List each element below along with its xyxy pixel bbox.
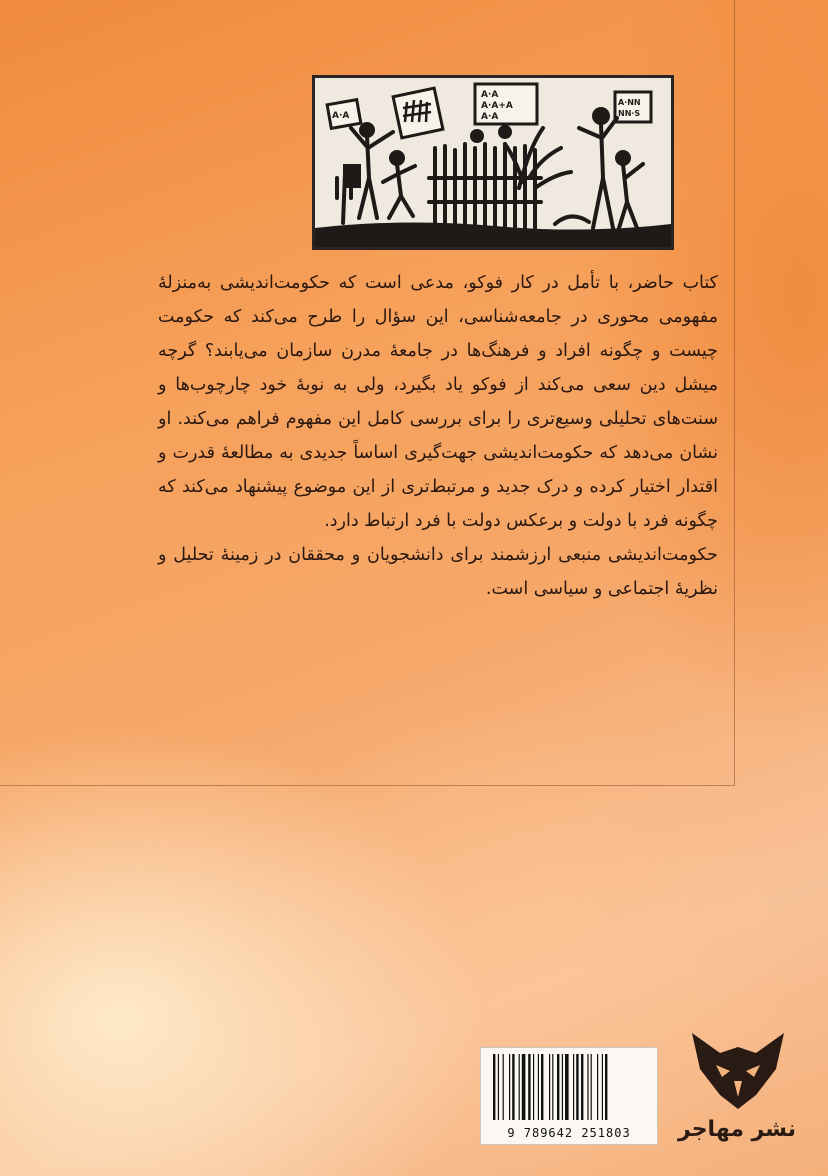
barcode-bar — [549, 1054, 550, 1120]
barcode-bar — [581, 1054, 583, 1120]
barcode-bar — [498, 1054, 499, 1120]
barcode-bar — [541, 1054, 543, 1120]
isbn-number: 9 789642 251803 — [507, 1126, 631, 1140]
barcode-bar — [503, 1054, 504, 1120]
bird-mask-icon — [672, 1025, 802, 1115]
barcode-bars — [491, 1054, 647, 1120]
barcode-bar — [522, 1054, 526, 1120]
barcode-bar — [576, 1054, 578, 1120]
barcode-bar — [533, 1054, 534, 1120]
barcode-bar — [528, 1054, 530, 1120]
barcode-bar — [605, 1054, 607, 1120]
barcode-bar — [512, 1054, 514, 1120]
barcode-bar — [597, 1054, 598, 1120]
cover-illustration — [312, 75, 674, 250]
publisher-logo — [672, 1025, 802, 1150]
sign-text-4: A·A — [481, 112, 499, 122]
blurb-paragraph-2: حکومت‌اندیشی منبعی ارزشمند برای دانشجویان و محققان در زمینهٔ تحلیل و نظریهٔ اجتماعی و سیاسی است. — [158, 545, 718, 599]
horizontal-rule — [0, 785, 735, 786]
barcode-bar — [565, 1054, 569, 1120]
barcode-bar — [573, 1054, 574, 1120]
publisher-name: نشر مهاجر — [678, 1117, 796, 1142]
barcode-bar — [509, 1054, 510, 1120]
vertical-rule — [734, 0, 735, 785]
barcode-bar — [538, 1054, 539, 1120]
blurb-paragraph-1: کتاب حاضر، با تأمل در کار فوکو، مدعی است که حکومت‌اندیشی به‌منزلهٔ مفهومی محوری در جامعه‌شناسی، این سؤال را طرح می‌کند که حکومت چیست و چگونه افراد و فرهنگ‌ها در جامعهٔ مدرن سازمان می‌یابند؟ گرچه میشل دین سعی می‌کند از فوکو یاد بگیرد، ولی به نوبهٔ خود چارچوب‌ها و سنت‌های تحلیلی وسیع‌تری را برای بررسی کامل این مفهوم فراهم می‌کند. او نشان می‌دهد که حکومت‌اندیشی جهت‌گیری اساساً جدیدی به مطالعهٔ قدرت و اقتدار اختیار کرده و درک جدید و مرتبط‌تری از این موضوع پیشنهاد می‌کند که چگونه فرد با دولت و برعکس دولت با فرد ارتباط دارد. — [158, 273, 718, 531]
sign-text-1: A·A — [332, 111, 350, 121]
sign-text-5: A·NN — [618, 98, 641, 107]
barcode-bar — [552, 1054, 553, 1120]
sign-text-2: A·A — [481, 90, 499, 100]
sign-text-3: A·A+A — [481, 101, 513, 111]
back-cover-blurb — [158, 266, 718, 606]
barcode-bar — [587, 1054, 588, 1120]
barcode-bar — [519, 1054, 520, 1120]
barcode-bar — [557, 1054, 559, 1120]
isbn-barcode — [480, 1047, 658, 1145]
barcode-bar — [493, 1054, 495, 1120]
barcode-bar — [562, 1054, 563, 1120]
barcode-bar — [591, 1054, 592, 1120]
sign-text-6: NN·S — [618, 109, 641, 118]
barcode-bar — [602, 1054, 603, 1120]
